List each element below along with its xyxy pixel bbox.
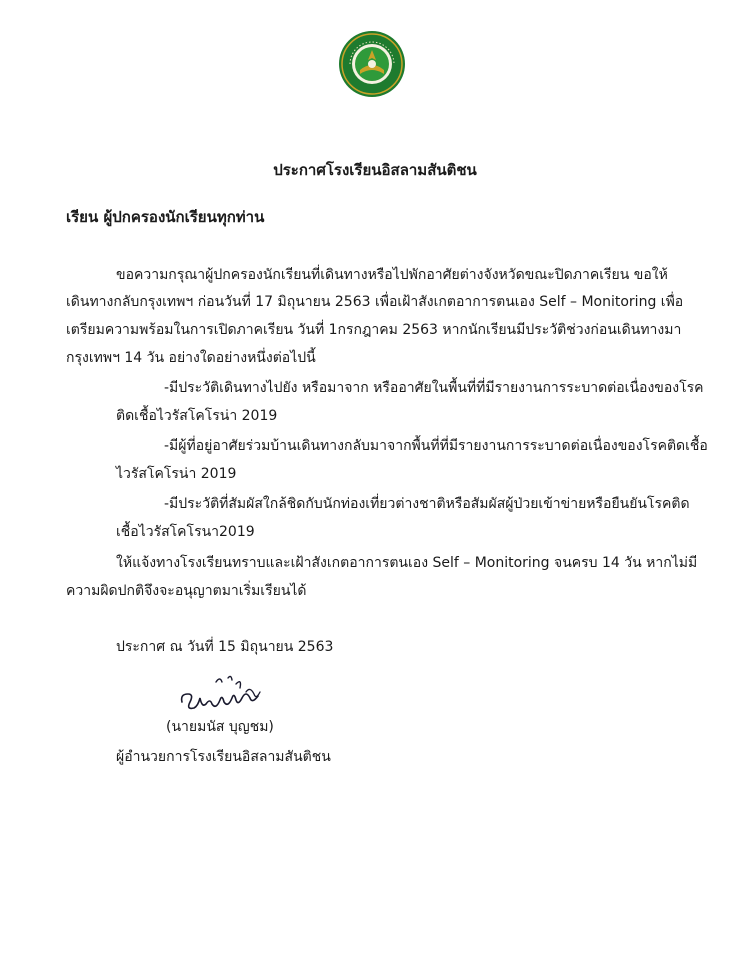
signer-name: (นายมนัส บุญชม) [166,719,274,735]
paragraph-line: เดินทางกลับกรุงเทพฯ ก่อนวันที่ 17 มิถุนายน 2563 เพื่อเฝ้าสังเกตอาการตนเอง Self – Monitoring เพื่อ [66,294,684,310]
closing-line: ให้แจ้งทางโรงเรียนทราบและเฝ้าสังเกตอาการตนเอง Self – Monitoring จนครบ 14 วัน หากไม่มี [116,555,698,571]
paragraph-line: เตรียมความพร้อมในการเปิดภาคเรียน วันที่ 1กรกฎาคม 2563 หากนักเรียนมีประวัติช่วงก่อนเดินทางมา [66,322,682,338]
signer-position: ผู้อำนวยการโรงเรียนอิสลามสันติชน [116,749,331,765]
paragraph-line: กรุงเทพฯ 14 วัน อย่างใดอย่างหนึ่งต่อไปนี้ [66,350,316,366]
salutation: เรียน ผู้ปกครองนักเรียนทุกท่าน [66,208,265,226]
bullet-line: -มีผู้ที่อยู่อาศัยร่วมบ้านเดินทางกลับมาจากพื้นที่ที่มีรายงานการระบาดต่อเนื่องของโรคติดเชื้อ [164,438,708,454]
school-emblem-icon [338,30,406,98]
bullet-line: ติดเชื้อไวรัสโคโรน่า 2019 [116,408,278,424]
page-title: ประกาศโรงเรียนอิสลามสันติชน [273,161,477,179]
announce-date: ประกาศ ณ วันที่ 15 มิถุนายน 2563 [116,639,334,655]
paragraph-line: ขอความกรุณาผู้ปกครองนักเรียนที่เดินทางหรือไปพักอาศัยต่างจังหวัดขณะปิดภาคเรียน ขอให้ [116,267,668,283]
signature-icon [176,668,266,718]
closing-line: ความผิดปกติจึงจะอนุญาตมาเริ่มเรียนได้ [66,583,307,599]
bullet-line: ไวรัสโคโรน่า 2019 [116,466,237,482]
bullet-line: เชื้อไวรัสโคโรนา2019 [116,524,255,540]
bullet-line: -มีประวัติเดินทางไปยัง หรือมาจาก หรืออาศัยในพื้นที่ที่มีรายงานการระบาดต่อเนื่องของโรค [164,380,704,396]
bullet-line: -มีประวัติที่สัมผัสใกล้ชิดกับนักท่องเที่ยวต่างชาติหรือสัมผัสผู้ป่วยเข้าข่ายหรือยืนยันโรคติด [164,496,690,512]
